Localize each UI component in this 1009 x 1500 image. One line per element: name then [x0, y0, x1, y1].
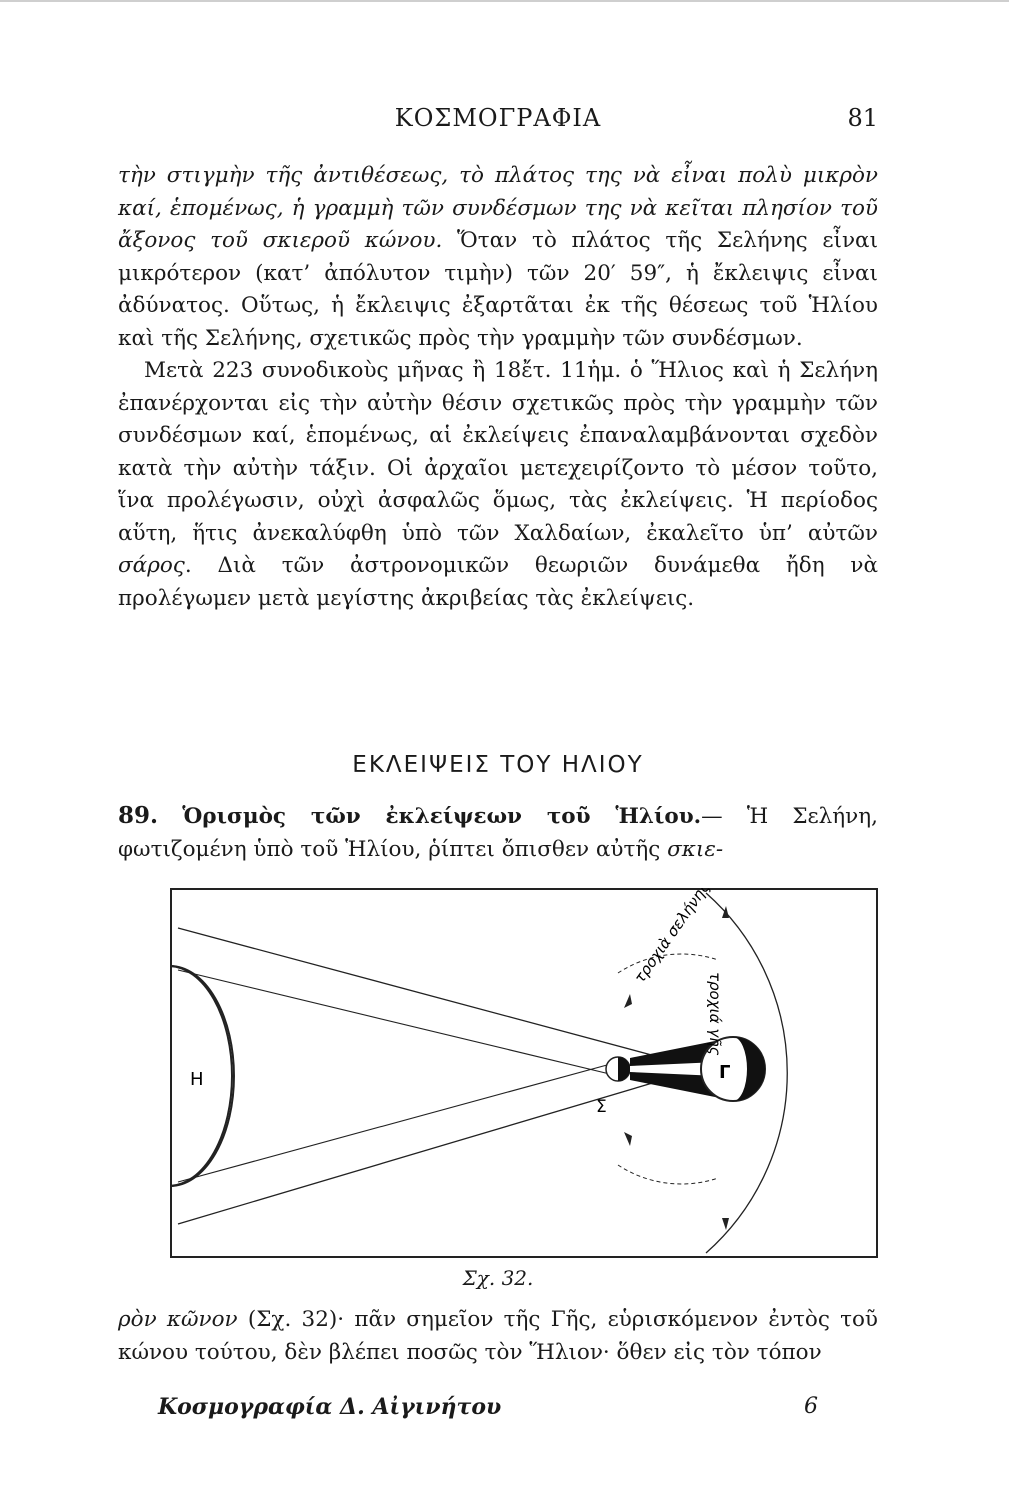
continuation-italic: ρὸν κῶνον	[118, 1307, 238, 1332]
continuation-body: (Σχ. 32)· πᾶν σημεῖον τῆς Γῆς, εὑρισκόμενον ἐντὸς τοῦ κώνου τούτου, δὲν βλέπει ποσῶς τὸν Ἥλιον· ὅθεν εἰς τὸν τόπον	[118, 1307, 878, 1365]
page-header	[118, 104, 878, 144]
section-number: 89.	[118, 802, 159, 829]
paragraph-1-italic: τὴν στιγμὴν τῆς ἀντιθέσεως, τὸ πλάτος της νὰ εἶναι πολὺ μικρὸν καί, ἑπομένως, ἡ γραμμὴ τῶν συνδέσμων της νὰ κεῖται πλησίον τοῦ ἄξονος τοῦ σκιεροῦ κώνου.	[118, 163, 878, 253]
section-title: Ὁρισμὸς τῶν ἐκλείψεων τοῦ Ἡλίου.	[182, 804, 702, 829]
paragraph-1-rest: Ὅταν τὸ πλάτος τῆς Σελήνης εἶναι μικρότερον (κατ’ ἀπόλυτον τιμὴν) τῶν 20′ 59″, ἡ ἔκλειψις εἶναι ἀδύνατος. Οὕτως, ἡ ἔκλειψις ἐξαρτᾶται ἐκ τῆς θέσεως τοῦ Ἡλίου καὶ τῆς Σελήνης, σχετικῶς πρὸς τὴν γραμμὴν τῶν συνδέσμων.	[118, 228, 878, 351]
arrow-earth-upper	[722, 906, 729, 918]
top-edge-rule	[0, 0, 1009, 2]
arrow-moon-lower	[624, 1132, 632, 1146]
earth-orbit-label: τροχιά γῆς	[706, 972, 724, 1056]
cone-line-1	[178, 928, 730, 1076]
running-title: ΚΟΣΜΟΓΡΑΦΙΑ	[394, 104, 602, 132]
paragraph-2-main: Μετὰ 223 συνοδικοὺς μῆνας ἢ 18ἔτ. 11ἡμ. ὁ Ἥλιος καὶ ἡ Σελήνη ἐπανέρχονται εἰς τὴν αὐτὴν θέσιν σχετικῶς πρὸς τὴν γραμμὴν τῶν συνδέσμων καί, ἑπομένως, αἱ ἐκλείψεις ἐπαναλαμβάνονται σχεδὸν κατὰ τὴν αὐτὴν τάξιν. Οἱ ἀρχαῖοι μετεχειρίζοντο τὸ μέσον τοῦτο, ἵνα προλέγωσιν, οὐχὶ ἀσφαλῶς ὅμως, τὰς ἐκλείψεις. Ἡ περίοδος αὕτη, ἥτις ἀνεκαλύφθη ὑπὸ τῶν Χαλδαίων, ἐκαλεῖτο ὑπ’ αὐτῶν	[118, 358, 878, 546]
arrow-moon-upper	[624, 994, 632, 1008]
section-heading: ΕΚΛΕΙΨΕΙΣ ΤΟΥ ΗΛΙΟΥ	[352, 752, 644, 778]
continuation-text	[118, 1304, 878, 1369]
moon-orbit-upper	[618, 954, 718, 973]
footer-book-title: Κοσμογραφία Δ. Αἰγινήτου	[158, 1394, 502, 1420]
paragraph-2-end: . Διὰ τῶν ἀστρονομικῶν θεωριῶν δυνάμεθα ἤδη νὰ προλέγωμεν μετὰ μεγίστης ἀκριβείας τὰς ἐκλείψεις.	[118, 553, 878, 611]
footer-signature: 6	[804, 1394, 818, 1419]
cone-line-2	[178, 1060, 730, 1224]
section-89-paragraph	[118, 800, 878, 866]
moon-orbit-lower	[618, 1165, 718, 1184]
figure-caption: Σχ. 32.	[462, 1266, 534, 1290]
arrow-earth-lower	[722, 1218, 729, 1230]
solar-eclipse-figure	[170, 888, 878, 1258]
section-text-italic: σκιε-	[667, 836, 724, 862]
body-text	[118, 160, 878, 615]
cone-line-3	[178, 970, 618, 1076]
page-number: 81	[847, 104, 878, 132]
moon-label: Σ	[596, 1097, 607, 1117]
section-text: Ἡ Σελήνη, φωτιζομένη ὑπὸ τοῦ Ἡλίου, ῥίπτει ὄπισθεν αὐτῆς	[118, 804, 878, 862]
figure-frame	[171, 889, 877, 1257]
paragraph-2	[118, 355, 878, 615]
page-footer	[158, 1394, 818, 1430]
moon-orbit-label: τροχιὰ σελήνης	[630, 888, 714, 987]
eclipse-diagram	[170, 888, 878, 1258]
cone-line-4	[178, 1062, 618, 1182]
earth-label: Γ	[719, 1062, 731, 1083]
section-dash: —	[701, 804, 747, 829]
saros-term: σάρος	[118, 553, 185, 578]
paragraph-1	[118, 160, 878, 355]
sun-label: Η	[190, 1069, 204, 1090]
moon-shadow-half	[618, 1057, 630, 1081]
